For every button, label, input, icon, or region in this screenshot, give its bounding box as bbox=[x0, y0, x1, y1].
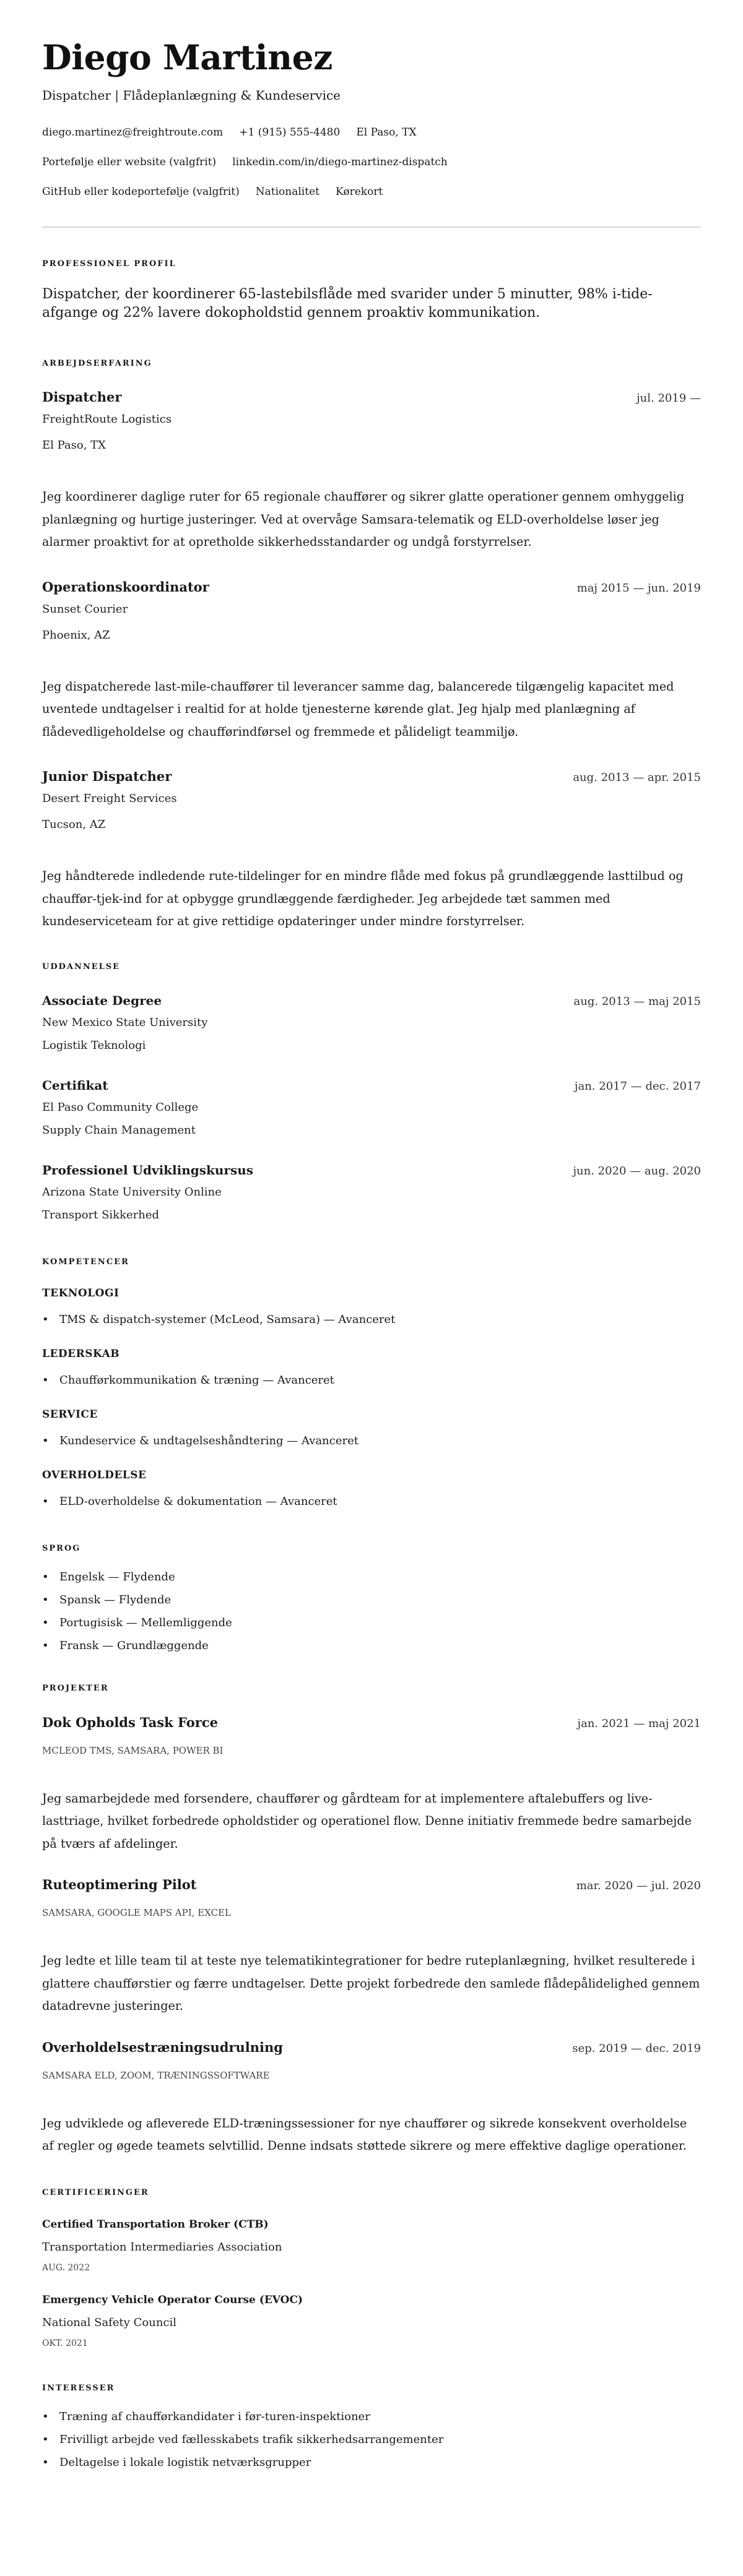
language-item: • Portugisisk — Mellemliggende bbox=[42, 1611, 701, 1634]
skill-category: SERVICE bbox=[42, 1408, 98, 1421]
date-range: mar. 2020 — jul. 2020 bbox=[576, 1879, 701, 1892]
job-location: Phoenix, AZ bbox=[42, 628, 110, 642]
skill-item: • Kundeservice & undtagelseshåndtering — Avanceret bbox=[42, 1433, 701, 1449]
section-heading-certifications: CERTIFICERINGER bbox=[42, 2187, 149, 2197]
github-link[interactable]: GitHub eller kodeportefølje (valgfrit) bbox=[42, 186, 240, 198]
section-heading-profile: PROFESSIONEL PROFIL bbox=[42, 259, 176, 269]
date-range: aug. 2013 — apr. 2015 bbox=[573, 771, 701, 784]
skill-item: • TMS & dispatch-systemer (McLeod, Samsara) — Avanceret bbox=[42, 1312, 701, 1328]
field-of-study: Logistik Teknologi bbox=[42, 1038, 146, 1052]
project-tags: SAMSARA, GOOGLE MAPS API, EXCEL bbox=[42, 1907, 231, 1918]
skill-items bbox=[42, 1433, 701, 1449]
certification-date: OKT. 2021 bbox=[42, 2338, 88, 2348]
school: El Paso Community College bbox=[42, 1100, 199, 1114]
contact-row bbox=[42, 155, 701, 170]
certification-item bbox=[42, 2217, 701, 2274]
language-item: • Engelsk — Flydende bbox=[42, 1566, 701, 1588]
school: Arizona State University Online bbox=[42, 1185, 222, 1199]
experience-header bbox=[42, 768, 701, 786]
drivers-license: Kørekort bbox=[335, 186, 383, 198]
skill-items bbox=[42, 1494, 701, 1510]
company: Desert Freight Services bbox=[42, 792, 177, 805]
date-range: maj 2015 — jun. 2019 bbox=[576, 581, 701, 595]
project-description: Jeg ledte et lille team til at teste nye telematikintegrationer for bedre ruteplanlægning, hvilket resulterede i glattere chaufførstier og færre undtagelser. Dette projekt forbedrede den samlede flådepålidelighed gennem datadrevne justeringer. bbox=[42, 1954, 700, 2013]
headline: Dispatcher | Flådeplanlægning & Kundeservice bbox=[42, 88, 341, 103]
job-title: Junior Dispatcher bbox=[42, 769, 172, 784]
projects-list bbox=[42, 1714, 701, 2158]
skills-list bbox=[42, 1286, 701, 1510]
experience-list bbox=[42, 389, 701, 933]
education-header bbox=[42, 993, 701, 1010]
degree: Professionel Udviklingskursus bbox=[42, 1162, 254, 1178]
project-header bbox=[42, 1714, 701, 1733]
skill-category: OVERHOLDELSE bbox=[42, 1468, 147, 1481]
education-list bbox=[42, 993, 701, 1223]
certification-issuer: Transportation Intermediaries Association bbox=[42, 2240, 282, 2254]
date-range: jul. 2019 — bbox=[637, 392, 701, 405]
contact-row bbox=[42, 125, 701, 140]
certification-title: Emergency Vehicle Operator Course (EVOC) bbox=[42, 2293, 303, 2306]
skill-items bbox=[42, 1372, 701, 1389]
resume bbox=[0, 38, 743, 2474]
job-title: Operationskoordinator bbox=[42, 579, 209, 595]
nationality: Nationalitet bbox=[255, 186, 319, 198]
section-heading-experience: ARBEJDSERFARING bbox=[42, 359, 152, 368]
school: New Mexico State University bbox=[42, 1015, 208, 1029]
email-link[interactable]: diego.martinez@freightroute.com bbox=[42, 126, 224, 139]
language-item: • Spansk — Flydende bbox=[42, 1588, 701, 1611]
project-item bbox=[42, 2039, 701, 2158]
contact-row bbox=[42, 184, 701, 199]
degree: Associate Degree bbox=[42, 993, 162, 1008]
language-item: • Fransk — Grundlæggende bbox=[42, 1634, 701, 1657]
skill-item: • ELD-overholdelse & dokumentation — Avanceret bbox=[42, 1494, 701, 1510]
date-range: jan. 2017 — dec. 2017 bbox=[574, 1079, 701, 1093]
portfolio-link[interactable]: Portefølje eller website (valgfrit) bbox=[42, 156, 217, 168]
company: Sunset Courier bbox=[42, 602, 128, 616]
certification-issuer: National Safety Council bbox=[42, 2315, 177, 2329]
certification-title: Certified Transportation Broker (CTB) bbox=[42, 2218, 269, 2231]
divider bbox=[42, 226, 701, 228]
interest-item: • Træning af chaufførkandidater i før-turen-inspektioner bbox=[42, 2405, 701, 2428]
interest-item: • Frivilligt arbejde ved fællesskabets trafik sikkerhedsarrangementer bbox=[42, 2428, 701, 2451]
education-header bbox=[42, 1162, 701, 1180]
job-location: Tucson, AZ bbox=[42, 818, 106, 831]
section-heading-languages: SPROG bbox=[42, 1543, 81, 1553]
experience-header bbox=[42, 579, 701, 597]
skill-category: LEDERSKAB bbox=[42, 1347, 120, 1360]
job-location: El Paso, TX bbox=[42, 439, 106, 452]
education-item bbox=[42, 993, 701, 1054]
phone: +1 (915) 555-4480 bbox=[239, 126, 341, 139]
project-header bbox=[42, 1876, 701, 1895]
section-heading-projects: PROJEKTER bbox=[42, 1683, 109, 1693]
interests-list bbox=[42, 2405, 701, 2474]
education-item bbox=[42, 1162, 701, 1223]
location: El Paso, TX bbox=[356, 126, 417, 139]
job-description: Jeg håndterede indledende rute-tildelinger for en mindre flåde med fokus på grundlæggende lasttilbud og chauffør-tjek-ind for at opbygge grundlæggende færdigheder. Jeg arbejdede tæt sammen med kundeserviceteam for at give rettidige opdateringer under mindre forstyrrelser. bbox=[42, 869, 684, 928]
project-item bbox=[42, 1876, 701, 2018]
certification-date: AUG. 2022 bbox=[42, 2262, 90, 2273]
languages-list bbox=[42, 1566, 701, 1657]
project-description: Jeg samarbejdede med forsendere, chauffører og gårdteam for at implementere aftalebuffers og live-lasttriage, hvilket forbedrede opholdstider og operationel flow. Denne initiativ fremmede bedre samarbejde på tværs af afdelinger. bbox=[42, 1791, 692, 1851]
job-title: Dispatcher bbox=[42, 389, 122, 405]
date-range: aug. 2013 — maj 2015 bbox=[573, 994, 701, 1008]
experience-item bbox=[42, 389, 701, 554]
skill-category: TEKNOLOGI bbox=[42, 1286, 119, 1299]
degree: Certifikat bbox=[42, 1077, 108, 1093]
certifications-list bbox=[42, 2217, 701, 2350]
experience-header bbox=[42, 389, 701, 407]
date-range: jan. 2021 — maj 2021 bbox=[577, 1717, 701, 1730]
profile-summary: Dispatcher, der koordinerer 65-lastebilsflåde med svarider under 5 minutter, 98% i-tide-afgange og 22% lavere dokopholdstid gennem proaktiv kommunikation. bbox=[42, 286, 653, 321]
candidate-name: Diego Martinez bbox=[42, 37, 332, 77]
project-description: Jeg udviklede og afleverede ELD-træningssessioner for nye chauffører og sikrede konsekvent overholdelse af regler og øgede teamets selvtillid. Denne indsats støttede sikrere og mere effektive daglige operationer. bbox=[42, 2116, 687, 2153]
project-tags: SAMSARA ELD, ZOOM, TRÆNINGSSOFTWARE bbox=[42, 2069, 270, 2081]
skill-item: • Chaufførkommunikation & træning — Avanceret bbox=[42, 1372, 701, 1389]
education-item bbox=[42, 1077, 701, 1139]
skill-items bbox=[42, 1312, 701, 1328]
project-tags: MCLEOD TMS, SAMSARA, POWER BI bbox=[42, 1744, 224, 1756]
field-of-study: Transport Sikkerhed bbox=[42, 1208, 160, 1221]
section-heading-education: UDDANNELSE bbox=[42, 962, 121, 971]
section-heading-interests: INTERESSER bbox=[42, 2383, 115, 2393]
project-header bbox=[42, 2039, 701, 2057]
linkedin-link[interactable]: linkedin.com/in/diego-martinez-dispatch bbox=[232, 156, 448, 168]
job-description: Jeg koordinerer daglige ruter for 65 regionale chauffører og sikrer glatte operationer gennem omhyggelig planlægning og hurtige justeringer. Ved at overvåge Samsara-telematik og ELD-overholdelse løser jeg alarmer proaktivt for at opretholde sikkerhedsstandarder og undgå forstyrrelser. bbox=[42, 489, 685, 549]
project-title: Ruteoptimering Pilot bbox=[42, 1877, 197, 1892]
date-range: sep. 2019 — dec. 2019 bbox=[572, 2041, 701, 2055]
job-description: Jeg dispatcherede last-mile-chauffører til leverancer samme dag, balancerede tilgængelig kapacitet med uventede undtagelser i realtid for at holde tjenesterne kørende glat. Jeg hjalp med planlægning af flådevedligeholdelse og chaufførindførsel og fremmede et pålideligt teammiljø. bbox=[42, 679, 674, 739]
education-header bbox=[42, 1077, 701, 1095]
experience-item bbox=[42, 579, 701, 744]
interest-item: • Deltagelse i lokale logistik netværksgrupper bbox=[42, 2451, 701, 2474]
experience-item bbox=[42, 768, 701, 933]
project-title: Dok Opholds Task Force bbox=[42, 1714, 219, 1730]
certification-item bbox=[42, 2293, 701, 2350]
project-item bbox=[42, 1714, 701, 1856]
project-title: Overholdelsestræningsudrulning bbox=[42, 2039, 283, 2055]
company: FreightRoute Logistics bbox=[42, 413, 172, 426]
date-range: jun. 2020 — aug. 2020 bbox=[573, 1164, 701, 1178]
section-heading-skills: KOMPETENCER bbox=[42, 1257, 129, 1267]
field-of-study: Supply Chain Management bbox=[42, 1123, 196, 1137]
